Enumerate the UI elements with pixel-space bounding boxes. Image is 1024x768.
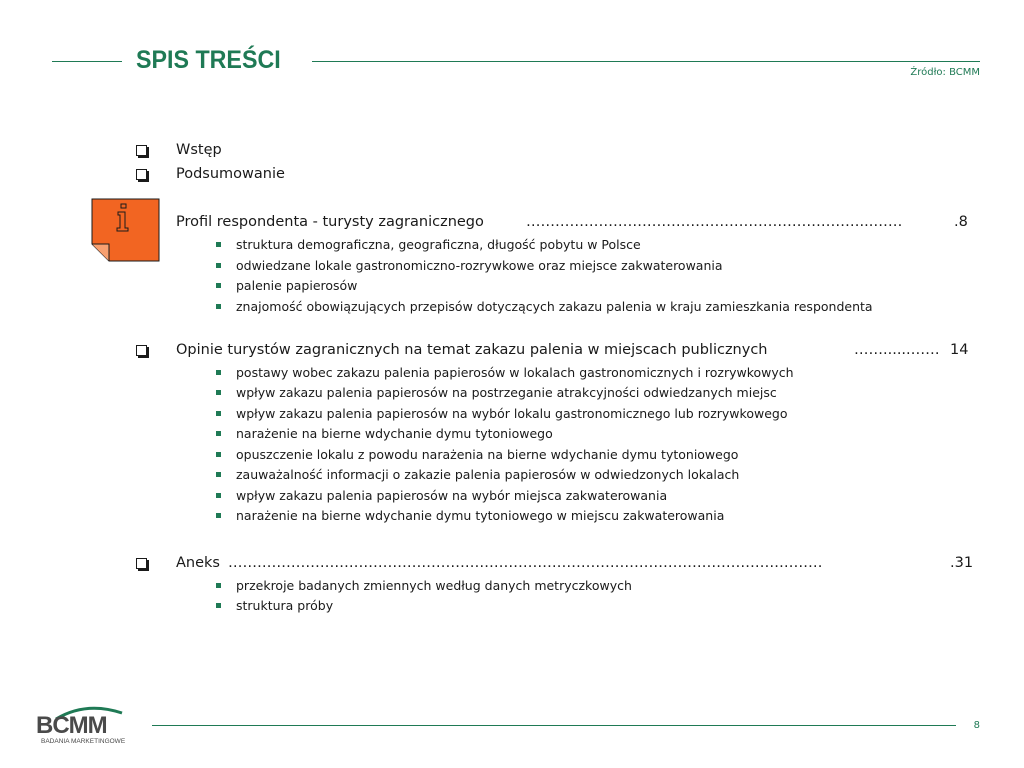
toc-page-annex: .31 xyxy=(950,555,974,571)
footer-rule xyxy=(152,725,956,726)
toc-page-profile: .8 xyxy=(954,214,968,230)
toc-label-intro: Wstęp xyxy=(176,142,222,158)
toc-label-summary: Podsumowanie xyxy=(176,166,285,182)
toc-dots-profile: ……………………………………………………………...…… xyxy=(526,214,903,230)
source-note: Źródło: BCMM xyxy=(910,67,980,78)
toc-label-opinions: Opinie turystów zagranicznych na temat zakazu palenia w miejscach publicznych xyxy=(176,342,768,358)
toc-page-opinions: 14 xyxy=(950,342,969,358)
square-bullet-icon xyxy=(216,472,221,477)
square-bullet-icon xyxy=(216,283,221,288)
toc-item-profile[interactable] xyxy=(136,212,976,232)
toc-dots-annex: …………………………………………………………………………………………………………… xyxy=(228,555,823,571)
square-bullet-icon xyxy=(216,513,221,518)
square-bullet-icon xyxy=(216,370,221,375)
checkbox-bullet-icon xyxy=(136,145,147,156)
toc-dots-opinions: ……......…… xyxy=(854,342,940,358)
toc-label-annex: Aneks xyxy=(176,555,220,571)
header-rule-left xyxy=(52,61,122,62)
toc-item-annex[interactable] xyxy=(136,553,976,573)
square-bullet-icon xyxy=(216,583,221,588)
header-rule-right xyxy=(312,61,980,62)
page-title: SPIS TREŚCI xyxy=(136,46,281,74)
square-bullet-icon xyxy=(216,452,221,457)
page-number: 8 xyxy=(973,720,980,731)
square-bullet-icon xyxy=(216,304,221,309)
checkbox-bullet-icon xyxy=(136,558,147,569)
bcmm-logo xyxy=(36,703,136,747)
toc-label-profile: Profil respondenta - turysty zagranicznego xyxy=(176,214,484,230)
square-bullet-icon xyxy=(216,263,221,268)
square-bullet-icon xyxy=(216,493,221,498)
svg-text:BCMM: BCMM xyxy=(36,712,107,739)
toc-item-opinions[interactable] xyxy=(136,340,976,360)
square-bullet-icon xyxy=(216,411,221,416)
checkbox-bullet-icon xyxy=(136,345,147,356)
square-bullet-icon xyxy=(216,431,221,436)
svg-text:BADANIA MARKETINGOWE: BADANIA MARKETINGOWE xyxy=(41,738,126,745)
square-bullet-icon xyxy=(216,603,221,608)
square-bullet-icon xyxy=(216,242,221,247)
square-bullet-icon xyxy=(216,390,221,395)
checkbox-bullet-icon xyxy=(136,169,147,180)
